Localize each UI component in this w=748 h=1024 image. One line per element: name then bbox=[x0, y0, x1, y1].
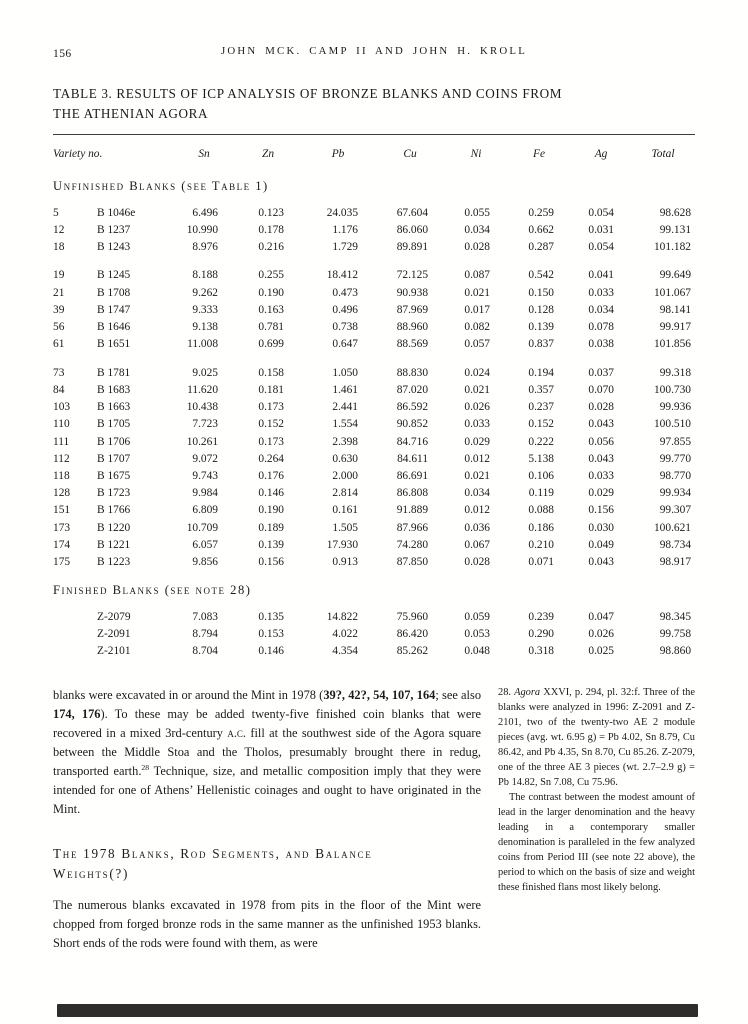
table-cell: Z-2101 bbox=[97, 645, 131, 658]
table-cell: 89.891 bbox=[396, 240, 429, 253]
table-cell: 2.398 bbox=[332, 435, 359, 448]
table-cell: 87.969 bbox=[396, 303, 429, 316]
table-cell: 0.034 bbox=[464, 223, 491, 236]
table-cell: 112 bbox=[53, 452, 70, 465]
table-cell: 0.043 bbox=[588, 418, 615, 431]
table-cell: B 1651 bbox=[97, 338, 131, 351]
table-cell: 9.743 bbox=[192, 469, 219, 482]
paragraph-blanks-excavated: blanks were excavated in or around the Mint in 1978 (39?, 42?, 54, 107, 164; see also 174, 176). To these may be added twenty-five finished coin blanks that were recovered in a mixed 3rd-century a.c. fill at the southwest side of the Agora square between the Middle Stoa and the Tholos, presumably brought there in redug, transported earth.$^{28}$ Technique, size, and metallic composition imply that they were intended for one of Athens’ Hellenistic coinages and ought to have originated in the Mint. bbox=[53, 688, 482, 816]
table-cell: 90.938 bbox=[396, 286, 429, 299]
table-cell: 1.461 bbox=[332, 384, 359, 396]
table-cell: 86.808 bbox=[396, 487, 429, 500]
table-cell: 0.036 bbox=[464, 521, 491, 534]
table-row bbox=[53, 284, 695, 301]
table-row bbox=[53, 433, 695, 450]
table-cell: 84.611 bbox=[397, 452, 429, 465]
table-cell: 10.261 bbox=[186, 435, 219, 448]
table-cell: 11.008 bbox=[187, 338, 219, 351]
table-cell: B 1221 bbox=[97, 538, 131, 551]
table-cell: 0.186 bbox=[528, 521, 555, 534]
table-cell: 86.592 bbox=[396, 401, 429, 414]
table-cell: 99.307 bbox=[659, 504, 692, 517]
table-cell: 0.158 bbox=[258, 366, 285, 379]
table-row bbox=[53, 536, 695, 553]
table-cell: 9.025 bbox=[192, 366, 219, 379]
table-cell: 18 bbox=[53, 240, 65, 253]
table-cell: B 1220 bbox=[97, 521, 131, 534]
table-cell: 1.554 bbox=[332, 418, 359, 431]
table-cell: 24.035 bbox=[326, 206, 359, 219]
table-row bbox=[53, 255, 695, 284]
table-cell: 0.033 bbox=[464, 418, 491, 431]
table-cell bbox=[53, 643, 97, 660]
table-cell: 9.984 bbox=[192, 487, 219, 500]
column-header-pb: Pb bbox=[331, 147, 345, 160]
table-row bbox=[53, 381, 695, 398]
table-cell: 9.333 bbox=[192, 303, 219, 316]
table-cell: 0.021 bbox=[464, 469, 491, 482]
table-cell: 74.280 bbox=[396, 538, 429, 551]
table-cell: 0.781 bbox=[258, 321, 285, 334]
table-cell: 0.038 bbox=[588, 338, 615, 351]
table-cell: 0.190 bbox=[258, 504, 285, 517]
table-cell: 0.049 bbox=[588, 538, 615, 551]
table-cell: 0.055 bbox=[464, 206, 491, 219]
table-cell: 21 bbox=[53, 286, 65, 299]
table-cell: 0.189 bbox=[258, 521, 285, 534]
table-cell: 0.067 bbox=[464, 538, 491, 551]
table-cell: 88.569 bbox=[396, 338, 429, 351]
table-section-heading-row bbox=[53, 570, 695, 608]
table-cell: 0.259 bbox=[528, 206, 555, 219]
column-header-ag: Ag bbox=[594, 147, 608, 160]
table-cell: 101.182 bbox=[653, 240, 692, 253]
table-cell bbox=[53, 608, 97, 625]
table-cell: 0.146 bbox=[258, 645, 285, 658]
table-cell: 87.020 bbox=[396, 384, 429, 396]
table-cell: B 1747 bbox=[97, 303, 131, 316]
table-cell: 98.770 bbox=[659, 469, 692, 482]
table-cell: 8.794 bbox=[192, 628, 219, 641]
table-cell: 0.028 bbox=[464, 240, 491, 253]
table-cell: 0.026 bbox=[464, 401, 491, 414]
column-header-total: Total bbox=[651, 147, 675, 160]
table-cell: 0.059 bbox=[464, 611, 491, 624]
table-cell: 101.067 bbox=[653, 286, 692, 299]
table-cell: 0.156 bbox=[258, 555, 285, 568]
table-cell: 0.028 bbox=[588, 401, 615, 414]
table-cell: 1.505 bbox=[332, 521, 359, 534]
table-cell: 2.000 bbox=[332, 469, 359, 482]
table-cell: 0.043 bbox=[588, 452, 615, 465]
table-section-heading-row bbox=[53, 166, 695, 204]
table-row bbox=[53, 399, 695, 416]
table-cell: 61 bbox=[53, 338, 65, 351]
table-cell: 0.128 bbox=[528, 303, 555, 316]
table-cell: 11.620 bbox=[187, 384, 219, 396]
table-cell: 98.628 bbox=[659, 206, 692, 219]
table-cell: 56 bbox=[53, 321, 65, 334]
table-cell: 4.022 bbox=[332, 628, 359, 641]
table-cell: 1.176 bbox=[332, 223, 359, 236]
table-cell: 0.837 bbox=[528, 338, 555, 351]
table-cell: 87.966 bbox=[396, 521, 429, 534]
table-row bbox=[53, 626, 695, 643]
table-cell: 0.161 bbox=[332, 504, 359, 517]
table-cell: 0.216 bbox=[258, 240, 285, 253]
page-header bbox=[53, 44, 695, 60]
table-cell: 118 bbox=[53, 469, 70, 482]
table-cell: 0.222 bbox=[528, 435, 555, 448]
table-cell: 73 bbox=[53, 366, 65, 379]
table-cell: 72.125 bbox=[396, 269, 429, 282]
table-cell: 67.604 bbox=[396, 206, 429, 219]
table-cell: 0.139 bbox=[528, 321, 555, 334]
table-body bbox=[53, 166, 695, 660]
table-cell: 99.758 bbox=[659, 628, 692, 641]
table-cell: 175 bbox=[53, 555, 71, 568]
table-cell: 0.173 bbox=[258, 435, 285, 448]
table-cell: 0.662 bbox=[528, 223, 555, 236]
body-text-area bbox=[53, 686, 695, 953]
table-cell: B 1675 bbox=[97, 469, 131, 482]
table-cell: 86.420 bbox=[396, 628, 429, 641]
table-cell: 85.262 bbox=[396, 645, 429, 658]
page-number: 156 bbox=[53, 47, 72, 60]
table-cell: 0.173 bbox=[258, 401, 285, 414]
table-cell: 10.990 bbox=[186, 223, 219, 236]
table-cell: 0.012 bbox=[464, 504, 491, 517]
table-cell: B 1245 bbox=[97, 269, 131, 282]
table-section-heading: Unfinished Blanks (see Table 1) bbox=[53, 178, 269, 193]
table-cell: B 1705 bbox=[97, 418, 131, 431]
column-header-zn: Zn bbox=[262, 147, 275, 160]
table-cell: 98.734 bbox=[659, 538, 692, 551]
table-cell: 7.723 bbox=[192, 418, 219, 431]
table-cell: 0.123 bbox=[258, 206, 285, 219]
table-cell: 9.072 bbox=[192, 452, 219, 465]
table-cell: 84.716 bbox=[396, 435, 429, 448]
table-cell: 0.033 bbox=[588, 469, 615, 482]
table-cell: 0.194 bbox=[528, 366, 555, 379]
table-cell: 0.357 bbox=[528, 384, 555, 396]
table-cell: 0.135 bbox=[258, 611, 285, 624]
table-cell: 9.856 bbox=[192, 555, 219, 568]
table-cell: B 1223 bbox=[97, 555, 131, 568]
table-cell: 128 bbox=[53, 487, 71, 500]
table-cell: 1.050 bbox=[332, 366, 359, 379]
table-cell: 0.264 bbox=[258, 452, 285, 465]
table-cell: 0.021 bbox=[464, 384, 491, 396]
table-cell: 0.738 bbox=[332, 321, 359, 334]
table-cell: 0.156 bbox=[588, 504, 615, 517]
table-row bbox=[53, 318, 695, 335]
table-cell: 88.830 bbox=[396, 366, 429, 379]
table-cell: 0.054 bbox=[588, 206, 615, 219]
table-cell: 0.178 bbox=[258, 223, 285, 236]
table-cell: 19 bbox=[53, 269, 65, 282]
table-cell: 98.141 bbox=[659, 303, 692, 316]
table-row bbox=[53, 301, 695, 318]
table-cell: 6.809 bbox=[192, 504, 219, 517]
table-cell: 0.028 bbox=[464, 555, 491, 568]
table-cell: 0.029 bbox=[588, 487, 615, 500]
table-cell: 5.138 bbox=[528, 452, 555, 465]
table-cell: 0.024 bbox=[464, 366, 491, 379]
table-row bbox=[53, 502, 695, 519]
table-cell: 14.822 bbox=[326, 611, 359, 624]
table-cell: 98.345 bbox=[659, 611, 692, 624]
table-cell: 0.152 bbox=[528, 418, 555, 431]
table-cell: 91.889 bbox=[396, 504, 429, 517]
table-cell: 0.190 bbox=[258, 286, 285, 299]
table-cell: 99.131 bbox=[659, 223, 692, 236]
section-heading-1978-blanks bbox=[53, 844, 481, 884]
table-cell: 0.255 bbox=[258, 269, 285, 282]
table-cell: 7.083 bbox=[192, 611, 219, 624]
table-cell: 8.188 bbox=[192, 269, 219, 282]
table-cell: 39 bbox=[53, 303, 65, 316]
table-cell: 2.814 bbox=[332, 487, 359, 500]
table-cell: 0.210 bbox=[528, 538, 555, 551]
table-cell: 99.318 bbox=[659, 366, 692, 379]
table-cell: 97.855 bbox=[659, 435, 692, 448]
table-cell: 0.630 bbox=[332, 452, 359, 465]
table-cell: B 1723 bbox=[97, 487, 131, 500]
table-cell: 9.138 bbox=[192, 321, 219, 334]
footnote-column bbox=[498, 686, 695, 953]
table-row bbox=[53, 221, 695, 238]
table-cell: 100.730 bbox=[653, 384, 692, 396]
table-cell: 87.850 bbox=[396, 555, 429, 568]
table-cell: 0.913 bbox=[332, 555, 359, 568]
running-title: JOHN MCK. CAMP II AND JOHN H. KROLL bbox=[220, 45, 528, 57]
table-cell: 0.070 bbox=[588, 384, 615, 396]
footnote-28: 28. Agora XXVI, p. 294, pl. 32:f. Three of the blanks were analyzed in 1996: Z-2091 and Z-2101, two of the twenty-two AE 2 module pieces (avg. wt. 6.95 g) = Pb 4.02, Sn 8.79, Cu 86.42, and Pb 4.35, Sn 8.70, Cu 85.26. Z-2079, one of the three AE 3 pieces (wt. 2.7–2.9 g) = Pb 14.82, Sn 7.08, Cu 75.96. bbox=[498, 687, 695, 788]
column-header-sn: Sn bbox=[198, 147, 210, 160]
table-cell: B 1663 bbox=[97, 401, 131, 414]
table-cell: 17.930 bbox=[326, 538, 359, 551]
table-cell: 0.088 bbox=[528, 504, 555, 517]
table-cell: 0.043 bbox=[588, 555, 615, 568]
table-cell: 99.649 bbox=[659, 269, 692, 282]
table-row bbox=[53, 608, 695, 625]
table-row bbox=[53, 204, 695, 221]
table-cell: 0.034 bbox=[464, 487, 491, 500]
table-row bbox=[53, 416, 695, 433]
table-cell: B 1237 bbox=[97, 223, 131, 236]
section-heading-line1: The 1978 Blanks, Rod Segments, and Balance bbox=[53, 845, 373, 861]
table-cell: 99.934 bbox=[659, 487, 692, 500]
table-cell: 8.976 bbox=[192, 240, 219, 253]
table-cell: B 1683 bbox=[97, 384, 131, 396]
table-cell: 0.037 bbox=[588, 366, 615, 379]
table-cell: 0.699 bbox=[258, 338, 285, 351]
table-cell: 0.176 bbox=[258, 469, 285, 482]
table-cell: 86.060 bbox=[396, 223, 429, 236]
table-cell: 174 bbox=[53, 538, 71, 551]
table-cell: 0.026 bbox=[588, 628, 615, 641]
table-cell: B 1766 bbox=[97, 504, 131, 517]
table-cell: 88.960 bbox=[396, 321, 429, 334]
table-cell: B 1781 bbox=[97, 366, 131, 379]
table-cell: 99.936 bbox=[659, 401, 692, 414]
table-cell: 10.709 bbox=[186, 521, 219, 534]
table-cell: 0.139 bbox=[258, 538, 285, 551]
table-cell: 4.354 bbox=[332, 645, 359, 658]
table-cell: 10.438 bbox=[186, 401, 219, 414]
table-row bbox=[53, 467, 695, 484]
column-header-fe: Fe bbox=[533, 147, 546, 160]
column-header-cu: Cu bbox=[403, 147, 417, 160]
table-cell: 0.054 bbox=[588, 240, 615, 253]
table-cell: 1.729 bbox=[332, 240, 359, 253]
table-cell: 6.496 bbox=[192, 206, 219, 219]
table-row bbox=[53, 643, 695, 660]
table-cell: 0.031 bbox=[588, 223, 615, 236]
table-row bbox=[53, 485, 695, 502]
table-section-heading: Finished Blanks (see note 28) bbox=[53, 583, 252, 598]
table-cell: 0.239 bbox=[528, 611, 555, 624]
table-cell: B 1706 bbox=[97, 435, 131, 448]
table-row bbox=[53, 238, 695, 255]
table-cell: 0.012 bbox=[464, 452, 491, 465]
table-cell: 6.057 bbox=[192, 538, 219, 551]
paragraph-numerous-blanks: The numerous blanks excavated in 1978 from pits in the floor of the Mint were chopped from forged bronze rods in the same manner as the unfinished 1953 blanks. Short ends of the rods were found with them, as were bbox=[53, 898, 481, 951]
table-cell: 0.153 bbox=[258, 628, 285, 641]
table-cell: 0.181 bbox=[258, 384, 285, 396]
table-cell: 90.852 bbox=[396, 418, 429, 431]
table-cell: 0.087 bbox=[464, 269, 491, 282]
table-row bbox=[53, 519, 695, 536]
icp-analysis-table bbox=[53, 135, 695, 660]
table-cell: B 1707 bbox=[97, 452, 131, 465]
table-cell: 0.287 bbox=[528, 240, 555, 253]
table-cell: 0.071 bbox=[528, 555, 555, 568]
table-cell: 173 bbox=[53, 521, 71, 534]
table-cell: 0.163 bbox=[258, 303, 285, 316]
table-cell: 86.691 bbox=[396, 469, 429, 482]
table-cell: B 1708 bbox=[97, 286, 131, 299]
table-row bbox=[53, 450, 695, 467]
table-cell: 0.146 bbox=[258, 487, 285, 500]
table-cell: 5 bbox=[53, 206, 59, 219]
table-cell: 0.025 bbox=[588, 645, 615, 658]
table-cell: 18.412 bbox=[326, 269, 359, 282]
table-cell: 100.621 bbox=[653, 521, 692, 534]
table-cell: 0.030 bbox=[588, 521, 615, 534]
table-cell: 100.510 bbox=[653, 418, 692, 431]
table-title bbox=[53, 84, 695, 125]
table-cell: 99.917 bbox=[659, 321, 692, 334]
table-cell: 0.119 bbox=[528, 487, 555, 500]
table-cell: 84 bbox=[53, 384, 65, 396]
column-header-variety-no: Variety no. bbox=[53, 147, 103, 160]
table-cell: 0.082 bbox=[464, 321, 491, 334]
table-cell: 12 bbox=[53, 223, 65, 236]
scan-edge-artifact bbox=[57, 1004, 698, 1017]
table-cell: 2.441 bbox=[332, 401, 359, 414]
table-cell: 0.473 bbox=[332, 286, 359, 299]
table-row bbox=[53, 336, 695, 353]
table-cell: 0.053 bbox=[464, 628, 491, 641]
footnote-28-continued: The contrast between the modest amount of lead in the larger denomination and the heavy leading in a contemporary smaller denomination is paralleled in the few analyzed coins from Period III (see note 22 above), the period to which on the basis of size and weight these finished flans most likely belong. bbox=[498, 791, 695, 893]
table-title-line1: TABLE 3. RESULTS OF ICP ANALYSIS OF BRONZE BLANKS AND COINS FROM bbox=[53, 86, 563, 101]
table-cell: Z-2079 bbox=[97, 611, 131, 624]
table-cell: 0.033 bbox=[588, 286, 615, 299]
table-cell: 8.704 bbox=[192, 645, 219, 658]
table-cell: 0.496 bbox=[332, 303, 359, 316]
table-cell: 98.860 bbox=[659, 645, 692, 658]
table-cell: 0.542 bbox=[528, 269, 555, 282]
table-header-row bbox=[53, 135, 695, 166]
main-text-column bbox=[53, 686, 481, 953]
table-cell: Z-2091 bbox=[97, 628, 131, 641]
table-cell: 99.770 bbox=[659, 452, 692, 465]
table-cell: 0.237 bbox=[528, 401, 555, 414]
table-cell bbox=[53, 626, 97, 643]
table-cell: 98.917 bbox=[659, 555, 692, 568]
table-cell: 0.318 bbox=[528, 645, 555, 658]
table-cell: B 1646 bbox=[97, 321, 131, 334]
table-cell: 9.262 bbox=[192, 286, 219, 299]
table-title-line2: THE ATHENIAN AGORA bbox=[53, 106, 209, 122]
table-cell: B 1046e bbox=[97, 206, 136, 219]
table-cell: 75.960 bbox=[396, 611, 429, 624]
table-cell: 0.041 bbox=[588, 269, 615, 282]
table-cell: 151 bbox=[53, 504, 71, 517]
column-header-ni: Ni bbox=[470, 147, 482, 160]
table-cell: 110 bbox=[53, 418, 70, 431]
table-cell: 0.106 bbox=[528, 469, 555, 482]
table-cell: 0.021 bbox=[464, 286, 491, 299]
table-cell: 0.057 bbox=[464, 338, 491, 351]
table-cell: 103 bbox=[53, 401, 71, 414]
table-row bbox=[53, 353, 695, 382]
table-cell: 0.150 bbox=[528, 286, 555, 299]
table-cell: 0.647 bbox=[332, 338, 359, 351]
table-cell: 0.290 bbox=[528, 628, 555, 641]
table-cell: 0.029 bbox=[464, 435, 491, 448]
table-cell: 101.856 bbox=[653, 338, 692, 351]
table-cell: 0.056 bbox=[588, 435, 615, 448]
table-cell: 0.048 bbox=[464, 645, 491, 658]
section-heading-line2: Weights(?) bbox=[53, 865, 130, 881]
table-cell: 0.047 bbox=[588, 611, 615, 624]
table-cell: 0.034 bbox=[588, 303, 615, 316]
table-cell: 0.152 bbox=[258, 418, 285, 431]
table-cell: 0.078 bbox=[588, 321, 615, 334]
table-cell: B 1243 bbox=[97, 240, 131, 253]
table-cell: 0.017 bbox=[464, 303, 491, 316]
table-row bbox=[53, 553, 695, 570]
table-cell: 111 bbox=[53, 435, 70, 448]
